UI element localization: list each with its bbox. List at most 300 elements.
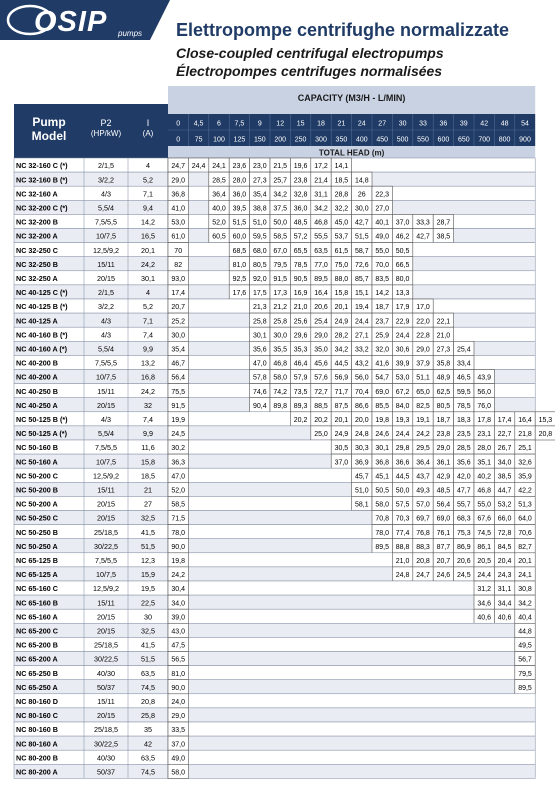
head-value: 78,0 (171, 529, 186, 537)
row-model: NC 32-250 B (16, 259, 58, 269)
head-value: 31,1 (497, 586, 512, 594)
head-value: 86,9 (456, 543, 471, 551)
head-value: 69,0 (375, 388, 390, 396)
head-value: 71,7 (334, 388, 349, 396)
row-model: NC 50-250 B (16, 527, 58, 537)
head-value: 67,6 (477, 515, 492, 523)
head-value: 81,0 (171, 670, 186, 678)
head-value: 55,0 (375, 247, 390, 255)
head-value: 49,5 (518, 642, 532, 650)
head-value: 24,1 (212, 163, 226, 171)
row-p2: 5,5/4 (98, 344, 114, 354)
head-value: 47,0 (252, 360, 267, 368)
head-value: 15,1 (354, 290, 369, 298)
col-model-header-line1: Pump (32, 115, 66, 129)
row-p2: 7,5/5,5 (95, 443, 117, 453)
capacity-m3h-2: 6 (217, 120, 221, 128)
row-current: 9,9 (143, 429, 153, 439)
row-current: 9,9 (143, 344, 153, 354)
head-value: 35,8 (436, 360, 451, 368)
head-value: 42,2 (518, 487, 532, 495)
row-p2: 2/1,5 (98, 161, 114, 171)
head-value: 30,5 (334, 445, 349, 453)
row-p2: 25/18,5 (94, 527, 118, 537)
capacity-m3h-12: 33 (419, 120, 427, 128)
head-value: 75,5 (171, 388, 186, 396)
row-current: 27 (144, 499, 152, 509)
head-value: 40,2 (477, 473, 492, 481)
head-value: 21,4 (314, 177, 328, 185)
head-value: 27,3 (252, 177, 267, 185)
head-value: 61,0 (171, 233, 186, 241)
head-value: 40,1 (375, 219, 390, 227)
head-value: 86,1 (477, 543, 492, 551)
head-value: 14,8 (354, 177, 369, 185)
head-value: 70,0 (375, 261, 390, 269)
head-value: 56,0 (477, 388, 492, 396)
head-value: 47,7 (456, 487, 471, 495)
head-value: 18,7 (436, 417, 451, 424)
row-p2: 7,5/5,5 (95, 358, 117, 368)
head-value: 28,0 (232, 177, 247, 185)
head-value: 53,2 (497, 501, 512, 509)
head-value: 69,0 (436, 515, 451, 523)
col-i-header-line2: (A) (142, 129, 154, 138)
head-value: 88,3 (416, 543, 430, 551)
head-value: 18,5 (334, 177, 349, 185)
row-current: 16,5 (141, 231, 155, 241)
head-value: 37,0 (395, 219, 410, 227)
head-value: 24,3 (497, 572, 512, 580)
head-value: 85,5 (375, 402, 390, 410)
head-value: 43,9 (477, 374, 492, 382)
head-value: 20,2 (293, 417, 308, 424)
head-value: 59,5 (456, 388, 471, 396)
head-value: 21,3 (252, 304, 267, 312)
head-value: 38,8 (252, 205, 267, 213)
head-value: 56,7 (518, 656, 532, 664)
row-model: NC 40-250 A (16, 400, 58, 410)
row-p2: 20/15 (97, 400, 115, 410)
head-value: 40,6 (497, 614, 512, 622)
head-value: 70,8 (375, 515, 390, 523)
head-value: 28,5 (212, 177, 226, 185)
head-value: 27,1 (354, 332, 369, 340)
head-value: 65,5 (293, 247, 308, 255)
capacity-m3h-10: 27 (378, 120, 387, 128)
row-model: NC 65-200 B (16, 640, 58, 650)
head-value: 58,5 (171, 501, 186, 509)
head-value: 89,5 (375, 543, 390, 551)
head-value: 74,5 (477, 529, 492, 537)
row-p2: 10/7,5 (96, 372, 116, 382)
head-value: 20,2 (314, 417, 328, 424)
head-value: 68,0 (252, 247, 267, 255)
row-current: 12,3 (141, 556, 155, 565)
head-value: 24,6 (375, 431, 390, 439)
head-value: 30,8 (518, 586, 532, 594)
head-value: 20,5 (477, 558, 492, 565)
head-value: 53,0 (395, 374, 410, 382)
head-value: 56,4 (436, 501, 451, 509)
head-value: 57,0 (416, 501, 430, 509)
head-value: 62,5 (436, 388, 451, 396)
head-value: 70,4 (354, 388, 369, 396)
capacity-lmin-1: 75 (194, 136, 203, 144)
head-value: 19,6 (293, 163, 308, 171)
head-value: 45,0 (334, 219, 349, 227)
head-value: 28,5 (456, 445, 471, 453)
row-model: NC 40-160 A (*) (16, 344, 67, 354)
capacity-m3h-4: 9 (257, 120, 262, 128)
capacity-m3h-15: 42 (480, 120, 489, 128)
head-value: 23,1 (477, 431, 492, 439)
head-value: 50,0 (395, 487, 410, 495)
head-value: 16,4 (518, 417, 532, 424)
head-value: 36,9 (354, 459, 369, 467)
head-value: 20,4 (497, 558, 512, 565)
row-p2: 50/37 (97, 682, 115, 692)
head-value: 33,3 (416, 219, 430, 227)
head-value: 28,0 (477, 445, 492, 453)
head-value: 36,8 (171, 191, 186, 199)
head-value: 46,8 (314, 219, 328, 227)
capacity-lmin-11: 500 (396, 136, 409, 144)
head-value: 78,0 (375, 529, 390, 537)
head-value: 91,5 (273, 276, 288, 283)
head-value: 89,8 (273, 402, 288, 410)
head-value: 49,3 (416, 487, 430, 495)
head-value: 72,7 (314, 388, 328, 396)
capacity-m3h-11: 30 (398, 120, 407, 128)
head-value: 23,5 (456, 431, 471, 439)
row-current: 16,8 (141, 372, 155, 382)
head-value: 24,4 (395, 431, 410, 439)
head-value: 74,6 (252, 388, 267, 396)
head-value: 86,6 (354, 402, 369, 410)
head-value: 25,0 (314, 431, 328, 439)
head-value: 21,0 (395, 558, 410, 565)
head-value: 51,5 (232, 219, 247, 227)
head-value: 64,0 (518, 515, 532, 523)
head-value: 25,4 (456, 346, 471, 354)
head-value: 52,0 (171, 487, 186, 495)
capacity-lmin-8: 350 (335, 136, 348, 144)
row-current: 25,8 (141, 711, 155, 721)
head-value: 90,0 (171, 684, 186, 692)
head-value: 29,0 (314, 332, 328, 340)
head-value: 20,8 (538, 431, 553, 439)
row-current: 15,9 (141, 570, 155, 580)
head-value: 16,4 (314, 290, 328, 298)
row-p2: 15/11 (97, 697, 115, 706)
row-p2: 7,5/5,5 (95, 556, 117, 565)
row-p2: 7,5/5,5 (95, 217, 117, 227)
head-value: 35,6 (252, 346, 267, 354)
head-value: 19,1 (416, 417, 430, 424)
head-value: 21,0 (293, 304, 308, 312)
head-value: 30,6 (395, 346, 410, 354)
head-value: 22,9 (395, 318, 410, 326)
head-value: 29,0 (416, 346, 430, 354)
head-value: 52,0 (212, 219, 226, 227)
row-current: 35 (144, 725, 152, 735)
head-value: 48,5 (436, 487, 451, 495)
head-value: 55,5 (314, 233, 328, 241)
title-french: Électropompes centrifuges normalisées (176, 63, 443, 79)
head-value: 28,7 (436, 219, 451, 227)
head-value: 42,7 (354, 219, 369, 227)
head-value: 53,0 (171, 219, 186, 227)
head-value: 79,5 (273, 261, 288, 269)
head-value: 57,9 (293, 374, 308, 382)
row-model: NC 65-125 A (16, 570, 58, 580)
head-value: 63,5 (314, 247, 328, 255)
row-p2: 4/3 (101, 415, 111, 424)
title-italian: Elettropompe centrifughe normalizzate (176, 20, 510, 40)
row-model: NC 80-160 D (16, 697, 58, 706)
head-value: 36,0 (293, 205, 308, 213)
head-value: 50,0 (273, 219, 288, 227)
head-value: 92,5 (232, 276, 247, 283)
head-value: 70,3 (395, 515, 410, 523)
row-model: NC 80-200 A (16, 767, 58, 777)
head-value: 34,4 (497, 600, 512, 608)
capacity-lmin-2: 100 (213, 136, 225, 144)
head-value: 87,7 (436, 543, 451, 551)
row-current: 5,2 (143, 302, 153, 312)
head-value: 58,0 (273, 374, 288, 382)
head-value: 23,8 (436, 431, 451, 439)
head-value: 80,0 (395, 276, 410, 283)
row-current: 42 (144, 739, 152, 749)
head-value: 20,6 (314, 304, 328, 312)
head-value: 24,5 (456, 572, 471, 580)
head-value: 19,8 (375, 417, 390, 424)
head-value: 92,0 (252, 276, 267, 283)
row-model: NC 50-125 A (*) (16, 429, 67, 439)
row-p2: 20/15 (97, 612, 115, 622)
row-p2: 2/1,5 (98, 288, 114, 298)
row-p2: 30/22,5 (94, 541, 118, 551)
row-p2: 20/15 (97, 711, 115, 721)
row-p2: 5,5/4 (98, 203, 114, 213)
row-p2: 15/11 (97, 259, 115, 269)
row-p2: 12,5/9,2 (93, 471, 119, 481)
head-value: 22,1 (436, 318, 451, 326)
brand-subtitle: pumps (118, 29, 143, 38)
head-value: 55,7 (456, 501, 471, 509)
head-value: 51,5 (354, 233, 369, 241)
head-value: 84,0 (395, 402, 410, 410)
head-value: 28,2 (334, 332, 349, 340)
row-model: NC 40-125 B (*) (16, 302, 68, 312)
head-value: 29,0 (171, 177, 186, 185)
capacity-lmin-6: 250 (294, 136, 307, 144)
row-current: 4 (146, 161, 150, 171)
head-value: 67,2 (395, 388, 410, 396)
head-value: 18,3 (456, 417, 471, 424)
page-header (0, 0, 555, 86)
row-p2: 10/7,5 (96, 457, 116, 467)
head-value: 90,4 (252, 402, 267, 410)
head-value: 25,7 (273, 177, 288, 185)
head-value: 56,4 (171, 374, 186, 382)
row-current: 15,8 (141, 457, 155, 467)
head-value: 36,8 (375, 459, 390, 467)
head-value: 35,3 (293, 346, 308, 354)
row-current: 51,5 (141, 541, 155, 551)
head-value: 42,0 (456, 473, 471, 481)
head-value: 22,0 (416, 318, 430, 326)
head-value: 51,3 (518, 501, 532, 509)
head-value: 27,0 (375, 205, 390, 213)
head-value: 35,6 (456, 459, 471, 467)
head-value: 40,0 (212, 205, 226, 213)
head-value: 49,0 (171, 755, 186, 763)
head-value: 29,0 (171, 713, 186, 721)
row-model: NC 32-200 A (16, 231, 58, 241)
capacity-lmin-4: 150 (253, 136, 266, 144)
head-value: 19,4 (354, 304, 369, 312)
row-p2: 20/15 (97, 499, 115, 509)
head-value: 14,2 (375, 290, 390, 298)
row-model: NC 65-250 A (16, 682, 58, 692)
capacity-lmin-16: 800 (498, 136, 511, 144)
head-value: 21,5 (273, 163, 288, 171)
head-value: 22,3 (375, 191, 390, 199)
head-value: 24,7 (416, 572, 430, 580)
head-value: 41,0 (171, 205, 186, 213)
row-current: 24,2 (141, 259, 155, 269)
head-value: 57,8 (252, 374, 267, 382)
head-value: 29,0 (436, 445, 451, 453)
head-value: 32,8 (293, 191, 308, 199)
capacity-m3h-9: 24 (357, 120, 366, 128)
row-current: 63,5 (141, 753, 155, 763)
head-value: 44,7 (497, 487, 512, 495)
head-value: 30,4 (171, 586, 186, 594)
head-value: 78,5 (293, 261, 308, 269)
head-value: 46,8 (477, 487, 492, 495)
head-value: 24,1 (518, 572, 532, 580)
row-p2: 15/11 (97, 598, 115, 608)
row-p2: 20/15 (97, 274, 115, 283)
head-value: 21,0 (436, 332, 451, 340)
head-value: 34,2 (314, 205, 328, 213)
head-value: 44,5 (395, 473, 410, 481)
row-model: NC 80-160 B (16, 725, 58, 735)
head-value: 60,0 (232, 233, 247, 241)
head-value: 33,4 (456, 360, 471, 368)
head-value: 36,4 (212, 191, 226, 199)
head-value: 20,1 (518, 558, 532, 565)
capacity-m3h-7: 18 (317, 120, 325, 128)
row-current: 20,8 (141, 697, 155, 706)
head-value: 66,0 (497, 515, 512, 523)
row-model: NC 80-200 B (16, 753, 58, 763)
row-current: 7,4 (143, 330, 153, 340)
head-value: 88,5 (314, 402, 328, 410)
row-p2: 4/3 (101, 189, 111, 199)
head-value: 40,6 (477, 614, 492, 622)
capacity-m3h-1: 4,5 (193, 120, 204, 128)
col-p2-header-line1: P2 (100, 118, 112, 128)
row-model: NC 40-125 A (16, 316, 58, 326)
capacity-lmin-12: 550 (417, 136, 429, 144)
row-current: 5,2 (143, 175, 153, 185)
head-value: 57,2 (293, 233, 308, 241)
row-model: NC 32-250 C (16, 245, 58, 255)
capacity-lmin-15: 700 (478, 136, 491, 144)
head-value: 33,2 (354, 346, 369, 354)
row-model: NC 40-125 C (*) (16, 288, 68, 298)
head-value: 29,5 (416, 445, 430, 453)
row-current: 19,5 (141, 584, 155, 594)
row-p2: 3/2,2 (98, 302, 114, 312)
head-value: 24,4 (477, 572, 492, 580)
capacity-lmin-10: 450 (376, 136, 389, 144)
head-value: 34,2 (518, 600, 532, 608)
head-value: 50,5 (375, 487, 390, 495)
row-p2: 5,5/4 (98, 429, 114, 439)
head-value: 34,2 (334, 346, 349, 354)
head-value: 76,1 (436, 529, 451, 537)
head-value: 20,7 (171, 304, 186, 312)
head-value: 29,6 (293, 332, 308, 340)
head-value: 76,0 (477, 402, 492, 410)
head-value: 72,6 (354, 261, 369, 269)
head-value: 29,8 (395, 445, 410, 453)
head-value: 37,0 (171, 741, 186, 749)
row-p2: 10/7,5 (96, 570, 116, 580)
head-value: 24,6 (436, 572, 451, 580)
capacity-m3h-6: 15 (296, 120, 305, 128)
head-value: 15,3 (538, 417, 553, 424)
head-value: 24,8 (354, 431, 369, 439)
head-value: 47,5 (171, 642, 186, 650)
row-current: 32,5 (141, 513, 155, 523)
col-i-header-line1: I (146, 118, 150, 128)
row-p2: 30/22,5 (94, 739, 118, 749)
capacity-lmin-9: 400 (355, 136, 368, 144)
head-value: 36,4 (416, 459, 430, 467)
head-value: 70 (174, 247, 183, 255)
row-current: 74,5 (141, 767, 155, 777)
brand-name: OSIP (34, 6, 108, 38)
head-value: 37,9 (416, 360, 430, 368)
row-model: NC 65-200 C (16, 626, 58, 636)
head-value: 20,0 (354, 417, 369, 424)
capacity-m3h-13: 36 (439, 120, 448, 128)
head-value: 43,2 (354, 360, 369, 368)
row-model: NC 32-200 C (*) (16, 203, 68, 213)
row-model: NC 40-250 B (16, 386, 58, 396)
row-p2: 40/30 (97, 668, 115, 678)
head-value: 26,7 (497, 445, 512, 453)
row-p2: 4/3 (101, 316, 111, 326)
head-value: 65,0 (416, 388, 430, 396)
capacity-lmin-3: 125 (233, 136, 246, 144)
head-value: 20,7 (436, 558, 451, 565)
head-value: 27,3 (436, 346, 451, 354)
row-model: NC 50-250 A (16, 541, 58, 551)
head-value: 43,7 (416, 473, 430, 481)
performance-table (0, 86, 555, 786)
head-value: 58,5 (273, 233, 288, 241)
head-value: 32,2 (334, 205, 349, 213)
head-value: 24,8 (395, 572, 410, 580)
